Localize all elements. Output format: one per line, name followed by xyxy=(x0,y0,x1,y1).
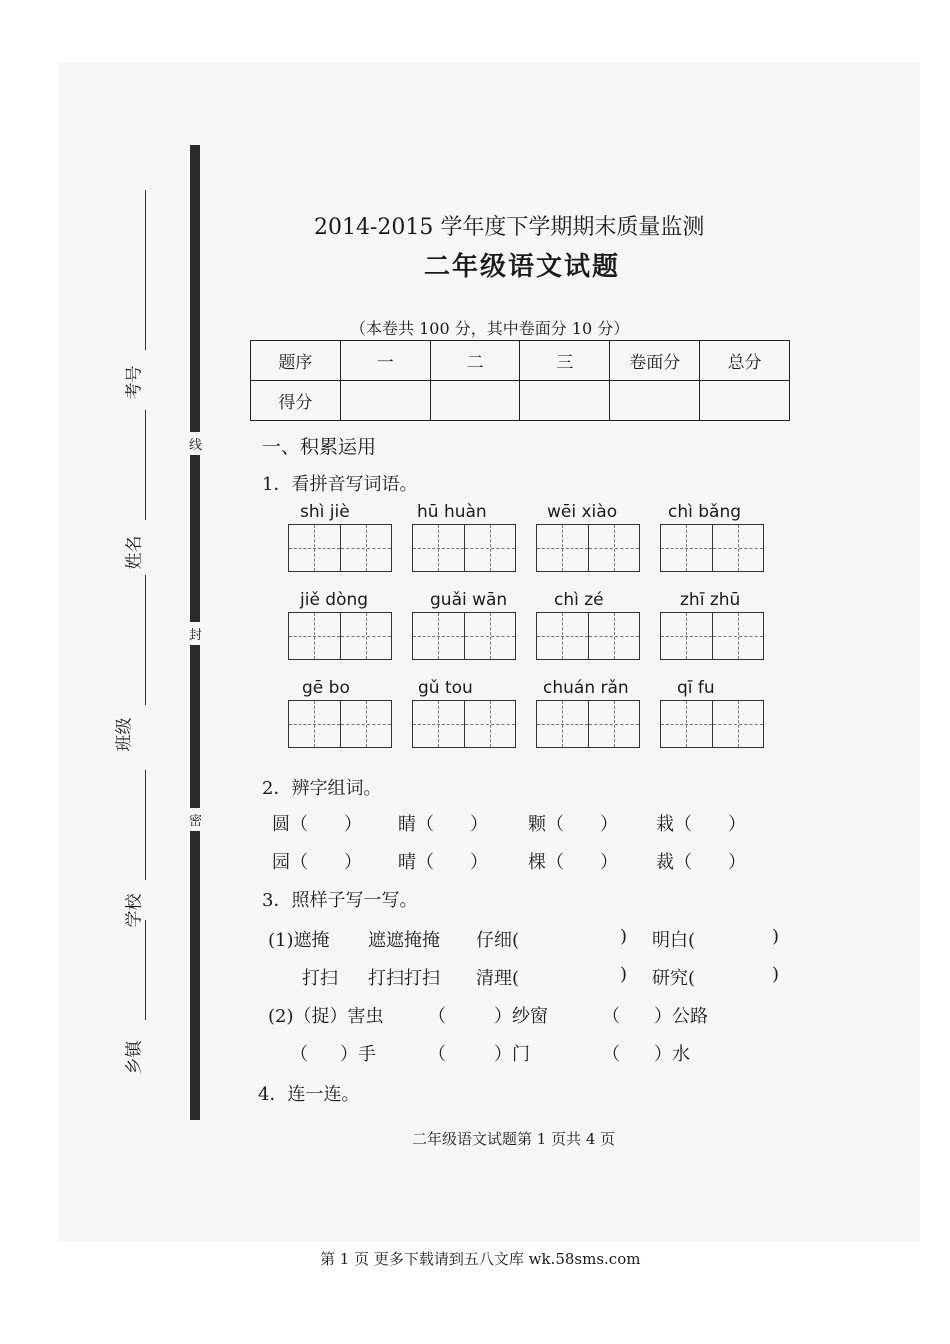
class-label: 班级 xyxy=(114,717,135,752)
score-cell: 题序 xyxy=(251,341,341,381)
pinyin-label: chì bǎng xyxy=(668,502,742,522)
writing-grid[interactable] xyxy=(536,524,640,572)
pinyin-label: jiě dòng xyxy=(300,590,369,610)
exam-number-label: 考号 xyxy=(124,365,145,400)
pinyin-label: chì zé xyxy=(554,590,604,610)
score-cell[interactable] xyxy=(610,381,700,421)
score-table-score-row xyxy=(251,381,790,421)
fill-item: 明白( xyxy=(652,930,696,951)
score-cell: 总分 xyxy=(700,341,790,381)
fill-item: ）手 xyxy=(340,1044,376,1065)
score-table-header-row xyxy=(251,341,790,381)
example-answer: 打扫打扫 xyxy=(368,968,440,989)
pinyin-label: zhī zhū xyxy=(680,590,741,610)
word-pair-item[interactable]: 裁（ ） xyxy=(656,852,746,873)
fill-item: 研究( xyxy=(652,968,696,989)
q1-title: 1．看拼音写词语。 xyxy=(262,474,418,495)
writing-grid[interactable] xyxy=(412,524,516,572)
word-pair-item[interactable]: 栽（ ） xyxy=(656,814,746,835)
writing-grid[interactable] xyxy=(660,612,764,660)
fill-item: ）公路 xyxy=(654,1006,708,1027)
q4-title: 4．连一连。 xyxy=(258,1084,360,1105)
q2-title: 2．辨字组词。 xyxy=(262,778,382,799)
writing-grid[interactable] xyxy=(536,612,640,660)
score-table xyxy=(250,340,790,421)
score-cell: 三 xyxy=(520,341,610,381)
word-pair-item[interactable]: 圆（ ） xyxy=(272,814,362,835)
score-cell[interactable] xyxy=(700,381,790,421)
writing-grid[interactable] xyxy=(288,524,392,572)
score-cell[interactable] xyxy=(520,381,610,421)
page-footer: 二年级语文试题第 1 页共 4 页 xyxy=(412,1130,616,1148)
fill-item: ）纱窗 xyxy=(494,1006,548,1027)
name-line xyxy=(145,410,146,520)
writing-grid[interactable] xyxy=(288,700,392,748)
fill-item: ）门 xyxy=(494,1044,530,1065)
score-cell: 得分 xyxy=(251,381,341,421)
subject-title: 二年级语文试题 xyxy=(424,252,621,282)
word-pair-item[interactable]: 睛（ ） xyxy=(398,814,488,835)
example-answer: 遮遮掩掩 xyxy=(368,930,440,951)
fill-item: 仔细( xyxy=(476,930,520,951)
source-footer: 第 1 页 更多下载请到五八文库 wk.58sms.com xyxy=(320,1250,641,1268)
pinyin-label: shì jiè xyxy=(300,502,350,522)
writing-grid[interactable] xyxy=(660,700,764,748)
town-label: 乡镇 xyxy=(124,1040,145,1075)
fill-open[interactable]: （ xyxy=(428,1044,446,1065)
example-word: (1)遮掩 xyxy=(268,930,330,951)
word-pair-item[interactable]: 颗（ ） xyxy=(528,814,618,835)
fill-close[interactable]: ) xyxy=(620,926,628,947)
word-pair-item[interactable]: 棵（ ） xyxy=(528,852,618,873)
fill-close[interactable]: ) xyxy=(772,926,780,947)
fill-close[interactable]: ) xyxy=(772,964,780,985)
fill-close[interactable]: ) xyxy=(620,964,628,985)
score-cell: 一 xyxy=(340,341,430,381)
word-pair-item[interactable]: 园（ ） xyxy=(272,852,362,873)
binding-line-label: 线 xyxy=(189,432,202,455)
score-note: （本卷共 100 分，其中卷面分 10 分） xyxy=(350,319,630,338)
fill-open[interactable]: （ xyxy=(290,1044,308,1065)
binding-secret-label: 密 xyxy=(189,808,202,831)
writing-grid[interactable] xyxy=(412,612,516,660)
score-cell[interactable] xyxy=(340,381,430,421)
word-pair-item[interactable]: 晴（ ） xyxy=(398,852,488,873)
section1-title: 一、积累运用 xyxy=(262,436,377,458)
fill-open[interactable]: （ xyxy=(428,1006,446,1027)
writing-grid[interactable] xyxy=(536,700,640,748)
example-word: 打扫 xyxy=(302,968,338,989)
school-label: 学校 xyxy=(124,893,145,928)
exam-number-line xyxy=(145,190,146,350)
fill-item: ）水 xyxy=(654,1044,690,1065)
pinyin-label: wēi xiào xyxy=(547,502,618,522)
name-label: 姓名 xyxy=(124,535,145,570)
school-line xyxy=(145,770,146,880)
score-cell[interactable] xyxy=(430,381,520,421)
q3-title: 3．照样子写一写。 xyxy=(262,890,418,911)
pinyin-label: guǎi wān xyxy=(430,590,508,610)
pinyin-label: chuán rǎn xyxy=(543,678,629,698)
class-line xyxy=(145,575,146,705)
example-phrase: (2)（捉）害虫 xyxy=(268,1006,384,1027)
pinyin-label: gǔ tou xyxy=(418,678,473,698)
pinyin-label: gē bo xyxy=(302,678,350,698)
pinyin-label: hū huàn xyxy=(417,502,487,522)
writing-grid[interactable] xyxy=(288,612,392,660)
score-cell: 二 xyxy=(430,341,520,381)
exam-title: 2014-2015 学年度下学期期末质量监测 xyxy=(314,215,705,240)
fill-open[interactable]: （ xyxy=(602,1006,620,1027)
writing-grid[interactable] xyxy=(660,524,764,572)
fill-open[interactable]: （ xyxy=(602,1044,620,1065)
town-line xyxy=(145,920,146,1020)
fill-item: 清理( xyxy=(476,968,520,989)
writing-grid[interactable] xyxy=(412,700,516,748)
binding-seal-label: 封 xyxy=(189,622,202,645)
pinyin-label: qī fu xyxy=(677,678,715,698)
score-cell: 卷面分 xyxy=(610,341,700,381)
